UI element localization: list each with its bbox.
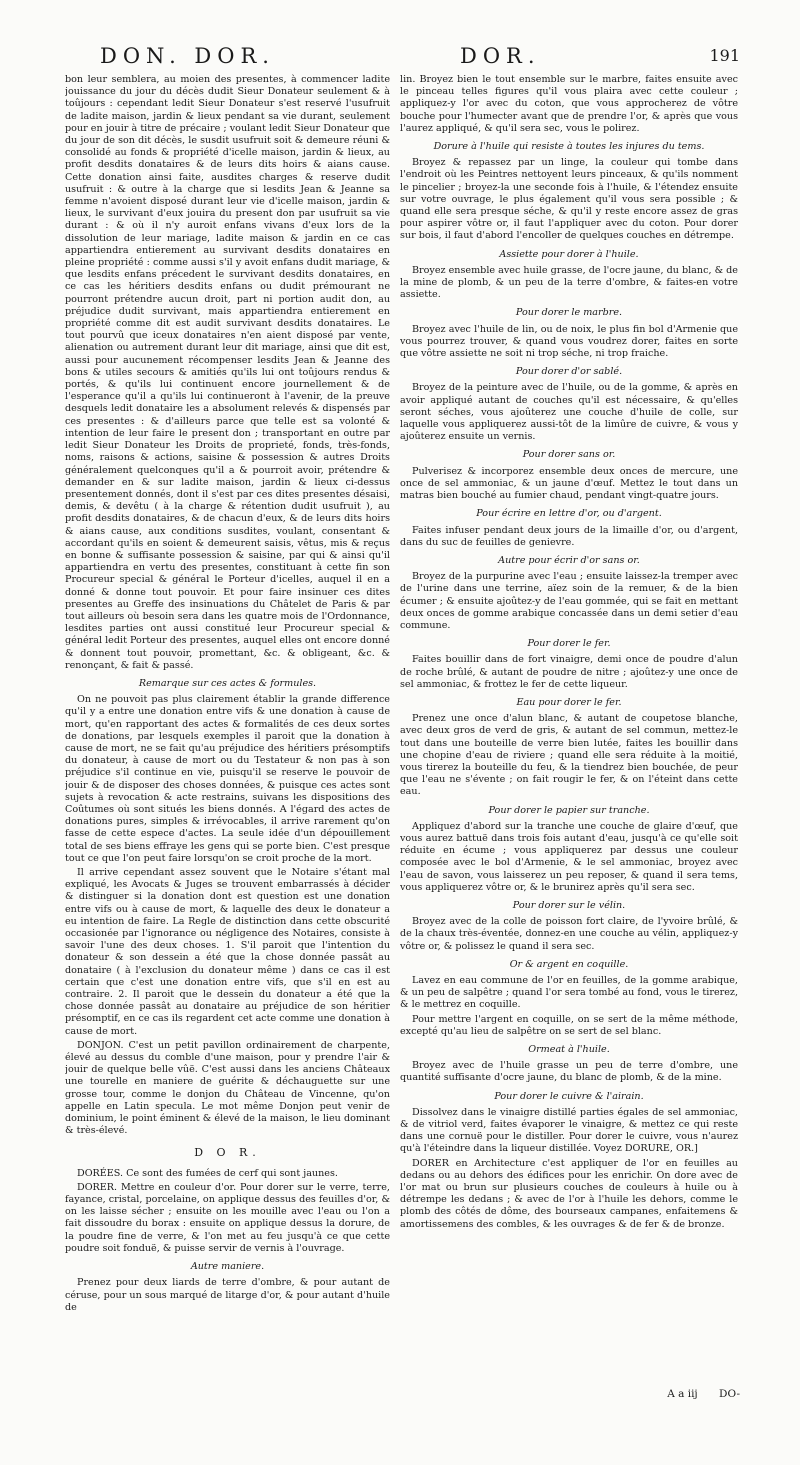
paragraph: Broyez avec de l'huile grasse un peu de terre d'ombre, une quantité suffisante d'ocre jaune, du blanc de plomb, & de la mine. bbox=[400, 1060, 738, 1084]
section-heading: Pour écrire en lettre d'or, ou d'argent. bbox=[476, 508, 662, 520]
paragraph: Appliquez d'abord sur la tranche une couche de glaire d'œuf, que vous aurez battuë dans trois fois autant d'eau, jusqu'à ce qu'elle soit réduite en écume ; vous appliquerez par dessus une couleur composée avec le bol d'Armenie, & le sel ammoniac, broyez avec l'eau de savon, vous laisserez un peu reposer, & quand il sera tems, vous appliquerez vôtre or, & le brunirez après qu'il sera sec. bbox=[400, 820, 738, 893]
paragraph: bon leur semblera, au moien des presentes, à commencer ladite jouissance du jour du décès dudit Sieur Donateur seulement & à toûjours : cependant ledit Sieur Donateur s'est reservé l'usufruit de ladite maison, jardin & lieux pendant sa vie durant, seulement pour en jouir à titre de précaire ; voulant ledit Sieur Donateur que du jour de son dit décès, le susdit usufruit soit & demeure réuni & consolidé au fonds & propriété d'icelle maison, jardin & lieux, au profit desdits donataires & de leurs dits hoirs & aians cause. Cette donation ainsi faite, ausdites charges & reserve dudit usufruit : & outre à la charge que si lesdits Jean & Jeanne sa femme n'avoient disposé durant leur vie d'icelle maison, jardin & lieux, le survivant d'eux jouira du present don par usufruit sa vie durant : & où il n'y auroit enfans vivans d'eux lors de la dissolution de leur mariage, ladite maison & jardin en ce cas appartiendra entierement au survivant desdits donataires en pleine propriété : comme aussi s'il y avoit enfans dudit mariage, & que lesdits enfans précedent le survivant desdits donataires, en ce cas les héritiers desdits enfans ou dudit prémourant ne pourront prétendre aucun droit, part ni portion audit don, au préjudice dudit survivant, mais appartiendra entierement en propriété comme dit est audit survivant desdits donataires. Le tout pourvû que iceux donataires n'en aient disposé par vente, alienation ou autrement durant leur dit mariage, ainsi que dit est, aussi pour aucunement récompenser lesdits Jean & Jeanne des bons & utiles secours & amitiés qu'ils lui ont toûjours rendus & portés, & qu'ils lui continuent encore journellement & de l'esperance qu'il a qu'ils lui continueront à l'avenir, de la preuve desquels ledit donataire les a absolument relevés & dispensés par ces presentes : & d'ailleurs parce que telle est sa volonté & intention de leur faire le present don ; transportant en outre par ledit Sieur Donateur les Droits de proprieté, fonds, très-fonds, noms, raisons & actions, saisine & possession & autres Droits généralement quelconques qu'il a & pourroit avoir, prétendre & demander en & sur ladite maison, jardin & lieux ci-dessus presentement donnés, dont il s'est par ces dites presentes désaisi, demis, & devêtu ( à la charge & rétention dudit usufruit ), au profit desdits donataires, & de chacun d'eux, & de leurs dits hoirs & aians cause, aux conditions susdites, voulant, consentant & accordant qu'ils en soient & demeurent saisis, vêtus, mis & reçus en bonne & suffisante possession & saisine, par qui & ainsi qu'il appartiendra en vertu des presentes, constituant à cette fin son Procureur special & général le Porteur d'icelles, auquel il en a donné & donne tout pouvoir. Et pour faire insinuer ces dites presentes au Greffe des insinuations du Châtelet de Paris & par tout ailleurs où besoin sera dans les quatre mois de l'Ordonnance, lesdites parties ont aussi constitué leur Procureur special & général ledit Porteur des presentes, auquel elles ont encore donné & donnent tout pouvoir, promettant, &c. & obligeant, &c. & renonçant, & fait & passé. bbox=[65, 74, 390, 671]
section-heading: Ormeat à l'huile. bbox=[528, 1044, 610, 1056]
paragraph: Prenez une once d'alun blanc, & autant de coupetose blanche, avec deux gros de verd de gris, & autant de sel commun, mettez-le tout dans une bouteille de verre bien lutée, faites les bouillir dans une chopine d'eau de riviere ; quand elle sera réduite à la moitié, vous tirerez la bouteille du feu, & la tiendrez bien bouchée, de peur que l'eau ne s'évente ; on fait rougir le fer, & on l'éteint dans cette eau. bbox=[400, 713, 738, 798]
section-heading: Assiette pour dorer à l'huile. bbox=[499, 248, 639, 260]
entry-dorees: DORÉES. Ce sont des fumées de cerf qui sont jaunes. bbox=[77, 1167, 338, 1179]
letter-section-heading: D O R. bbox=[194, 1146, 261, 1160]
running-head-center: DOR. bbox=[460, 44, 541, 68]
paragraph: Faites infuser pendant deux jours de la limaille d'or, ou d'argent, dans du suc de feuilles de genievre. bbox=[400, 524, 738, 548]
catchword: DO- bbox=[719, 1388, 740, 1400]
page-number: 191 bbox=[709, 46, 740, 65]
section-heading: Pour dorer sur le vélin. bbox=[512, 899, 626, 911]
paragraph: Broyez avec de la colle de poisson fort claire, de l'yvoire brûlé, & de la chaux très-éventée, donnez-en une couche au vélin, appliquez-y vôtre or, & polissez le quand il sera sec. bbox=[400, 916, 738, 952]
section-heading: Pour dorer d'or sablé. bbox=[515, 366, 623, 378]
paragraph: Prenez pour deux liards de terre d'ombre, & pour autant de céruse, pour un sous marqué de litarge d'or, & pour autant d'huile de bbox=[65, 1277, 390, 1313]
entry-donjon: DONJON. C'est un petit pavillon ordinairement de charpente, élevé au dessus du comble d'une maison, pour y prendre l'air & jouir de quelque belle vûë. C'est aussi dans les anciens Châteaux une tourelle en maniere de guérite & déchauguette sur une grosse tour, comme le donjon du Château de Vincenne, qu'on appelle en Latin specula. Le mot même Donjon peut venir de dominium, le point éminent & élevé de la maison, le lieu dominant & très-élevé. bbox=[65, 1039, 390, 1137]
paragraph: Broyez ensemble avec huile grasse, de l'ocre jaune, du blanc, & de la mine de plomb, & un peu de la terre d'ombre, & faites-en votre assiette. bbox=[400, 264, 738, 301]
section-heading: Or & argent en coquille. bbox=[509, 958, 629, 970]
paragraph: Broyez avec l'huile de lin, ou de noix, le plus fin bol d'Armenie que vous pourrez trouver, & quand vous voudrez dorer, faites en sorte que vôtre assiette ne soit ni trop séche, ni trop fraiche. bbox=[400, 323, 738, 360]
paragraph: Lavez en eau commune de l'or en feuilles, de la gomme arabique, & un peu de salpêtre ; quand l'or sera tombé au fond, vous le tirerez, & le mettrez en coquille. bbox=[400, 975, 738, 1011]
section-heading: Eau pour dorer le fer. bbox=[516, 696, 622, 708]
section-heading: Pour dorer le marbre. bbox=[515, 307, 623, 319]
right-column bbox=[400, 74, 738, 1394]
page-footer bbox=[649, 1388, 740, 1400]
section-heading: Pour dorer le fer. bbox=[527, 638, 611, 650]
paragraph: On ne pouvoit pas plus clairement établir la grande difference qu'il y a entre une donation entre vifs & une donation à cause de mort, qu'en rapportant des actes & formalités de ces deux sortes de donations, par lesquels exemples il paroit que la donation à cause de mort, ne se fait qu'au préjudice des héritiers présomptifs du donateur, à cause de mort ou du Testateur & non pas à son préjudice s'il continue en vie, puisqu'il se reserve le pouvoir de jouir & de disposer des choses données, & puisque ces actes sont sujets à revocation & acte restrains, suivans les dispositions des Coûtumes où sont situés les biens donnés. A l'égard des actes de donations pures, simples & irrévocables, il arrive rarement qu'on fasse de cette espece d'actes. La seule idée d'un dépouillement total de ses biens effraye les gens qui se porte bien. C'est presque tout ce que l'on peut faire lorsqu'on se croit proche de la mort. bbox=[65, 694, 390, 864]
paragraph: Il arrive cependant assez souvent que le Notaire s'étant mal expliqué, les Avocats & Juges se trouvent embarrassés à décider & distinguer si la donation dont est question est une donation entre vifs ou à cause de mort, & laquelle des deux le donateur a eu intention de faire. La Regle de distinction dans cette obscurité occasionée par l'ignorance ou négligence des Notaires, consiste à savoir l'une des deux choses. 1. S'il paroit que l'intention du donateur & son dessein a été que la chose donnée passât au donataire ( à l'exclusion du donateur même ) dans ce cas il est certain que c'est une donation entre vifs, que s'il en est au contraire. 2. Il paroit que le dessein du donateur a été que la chose donnée passât au donataire au préjudice de son héritier présomptif, en ce cas ils regardent cet acte comme une donation à cause de mort. bbox=[65, 867, 390, 1037]
section-heading: Pour dorer le cuivre & l'airain. bbox=[494, 1090, 644, 1102]
signature-mark: A a iij bbox=[667, 1388, 698, 1400]
paragraph: Broyez & repassez par un linge, la couleur qui tombe dans l'endroit où les Peintres nettoyent leurs pinceaux, & qu'ils nomment le pincelier ; broyez-la une seconde fois à l'huile, & l'étendez ensuite sur votre ouvrage, le plus également qu'il vous sera possible ; & quand elle sera presque séche, & qu'il y reste encore assez de gras pour aspirer vôtre or, il faut l'appliquer avec du coton. Pour dorer sur bois, il faut d'abord l'encoller de quelques couches en détrempe. bbox=[400, 157, 738, 242]
section-heading: Remarque sur ces actes & formules. bbox=[138, 677, 317, 689]
paragraph: Dissolvez dans le vinaigre distillé parties égales de sel ammoniac, & de vitriol verd, faites évaporer le vinaigre, & mettez ce qui reste dans une cornuë pour le distiller. Pour dorer le cuivre, vous n'aurez qu'à l'éteindre dans la liqueur distillée. Voyez DORURE, OR.] bbox=[400, 1106, 738, 1155]
left-column bbox=[65, 74, 390, 1394]
paragraph: lin. Broyez bien le tout ensemble sur le marbre, faites ensuite avec le pinceau telles figures qu'il vous plaira avec cette couleur ; appliquez-y l'or avec du coton, que vous approcherez de vôtre bouche pour l'humecter avant que de prendre l'or, & après que vous l'aurez appliqué, & qu'il sera sec, vous le polirez. bbox=[400, 74, 738, 134]
section-heading: Dorure à l'huile qui resiste à toutes les injures du tems. bbox=[433, 141, 705, 153]
section-heading: Autre maniere. bbox=[190, 1261, 265, 1273]
entry-dorer-architecture: DORER en Architecture c'est appliquer de l'or en feuilles au dedans ou au dehors des édifices pour les enrichir. On dore avec de l'or mat ou brun sur plusieurs couches de couleurs à huile ou à détrempe les dedans ; & avec de l'or à l'huile les dehors, comme le plomb des côtés de dôme, des bourseaux campanes, enfaitemens & amortissemens des combles, & les ouvrages & de fer & de bronze. bbox=[400, 1157, 738, 1230]
section-heading: Pour dorer le papier sur tranche. bbox=[488, 804, 650, 816]
section-heading: Autre pour écrir d'or sans or. bbox=[498, 554, 640, 566]
paragraph: Faites bouillir dans de fort vinaigre, demi once de poudre d'alun de roche brûlé, & autant de poudre de nitre ; ajoûtez-y une once de sel ammoniac, & frottez le fer de cette liqueur. bbox=[400, 654, 738, 690]
paragraph: Pour mettre l'argent en coquille, on se sert de la même méthode, excepté qu'au lieu de salpêtre on se sert de sel blanc. bbox=[400, 1013, 738, 1037]
paragraph: Pulverisez & incorporez ensemble deux onces de mercure, une once de sel ammoniac, & un jaune d'œuf. Mettez le tout dans un matras bien bouché au fumier chaud, pendant vingt-quatre jours. bbox=[400, 465, 738, 502]
section-heading: Pour dorer sans or. bbox=[522, 449, 616, 461]
running-head bbox=[60, 44, 740, 74]
running-head-left: DON. DOR. bbox=[100, 44, 275, 68]
paragraph: Broyez de la peinture avec de l'huile, ou de la gomme, & après en avoir appliqué autant de couches qu'il est nécessaire, & qu'elles seront séches, vous ajoûterez une couche d'huile de colle, sur laquelle vous appliquerez aussi-tôt de la limûre de cuivre, & vous y ajoûterez ensuite un vernis. bbox=[400, 382, 738, 443]
entry-dorer: DORER. Mettre en couleur d'or. Pour dorer sur le verre, terre, fayance, cristal, porcelaine, on applique dessus des feuilles d'or, & on les laisse sécher ; ensuite on les mouille avec l'eau ou l'on a fait dissoudre du borax : ensuite on applique dessus la dorure, de la poudre fine de verre, & l'on met au feu jusqu'à ce que cette poudre soit fonduë, & puisse servir de vernis à l'ouvrage. bbox=[65, 1181, 390, 1254]
paragraph: Broyez de la purpurine avec l'eau ; ensuite laissez-la tremper avec de l'urine dans une terrine, aïez soin de la remuer, & de la bien écumer ; & ensuite ajoûtez-y de l'eau gommée, qui se fait en mettant deux onces de gomme arabique concassée dans un demi setier d'eau commune. bbox=[400, 571, 738, 631]
